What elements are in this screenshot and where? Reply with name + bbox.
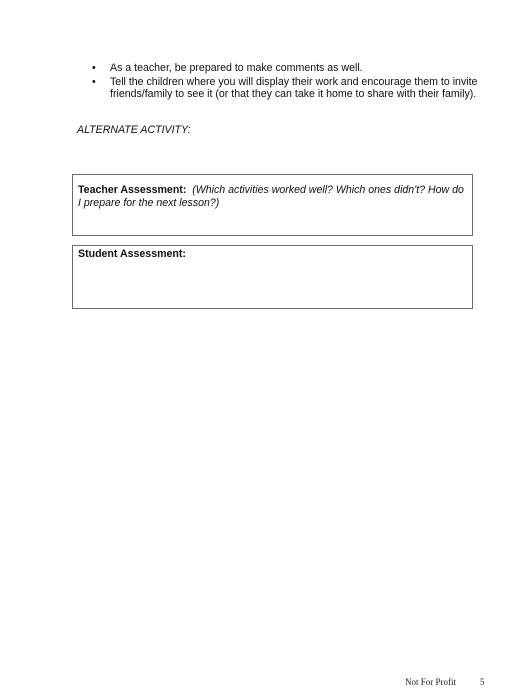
student-assessment-box[interactable]: [72, 245, 473, 309]
bullet-text: Tell the children where you will display their work and encourage them to invite friends/family to see it (or that they can take it home to share with their family).: [110, 75, 478, 101]
list-item: [78, 76, 498, 101]
footer-text: Not For Profit: [405, 677, 457, 687]
page-number: 5: [480, 677, 485, 687]
teacher-assessment-label: Teacher Assessment:: [78, 184, 187, 196]
teacher-assessment-prompt: (Which activities worked well? Which ones didn't? How do I prepare for the next lesson?): [78, 184, 464, 209]
bullet-list: [78, 62, 498, 102]
bullet-icon: •: [92, 75, 96, 88]
list-item: [78, 62, 498, 75]
bullet-icon: •: [92, 62, 96, 74]
teacher-assessment-box[interactable]: [72, 174, 473, 236]
alternate-activity-heading: ALTERNATE ACTIVITY:: [77, 124, 191, 136]
student-assessment-label: Student Assessment:: [78, 248, 186, 260]
bullet-text: As a teacher, be prepared to make comments as well.: [110, 62, 363, 74]
